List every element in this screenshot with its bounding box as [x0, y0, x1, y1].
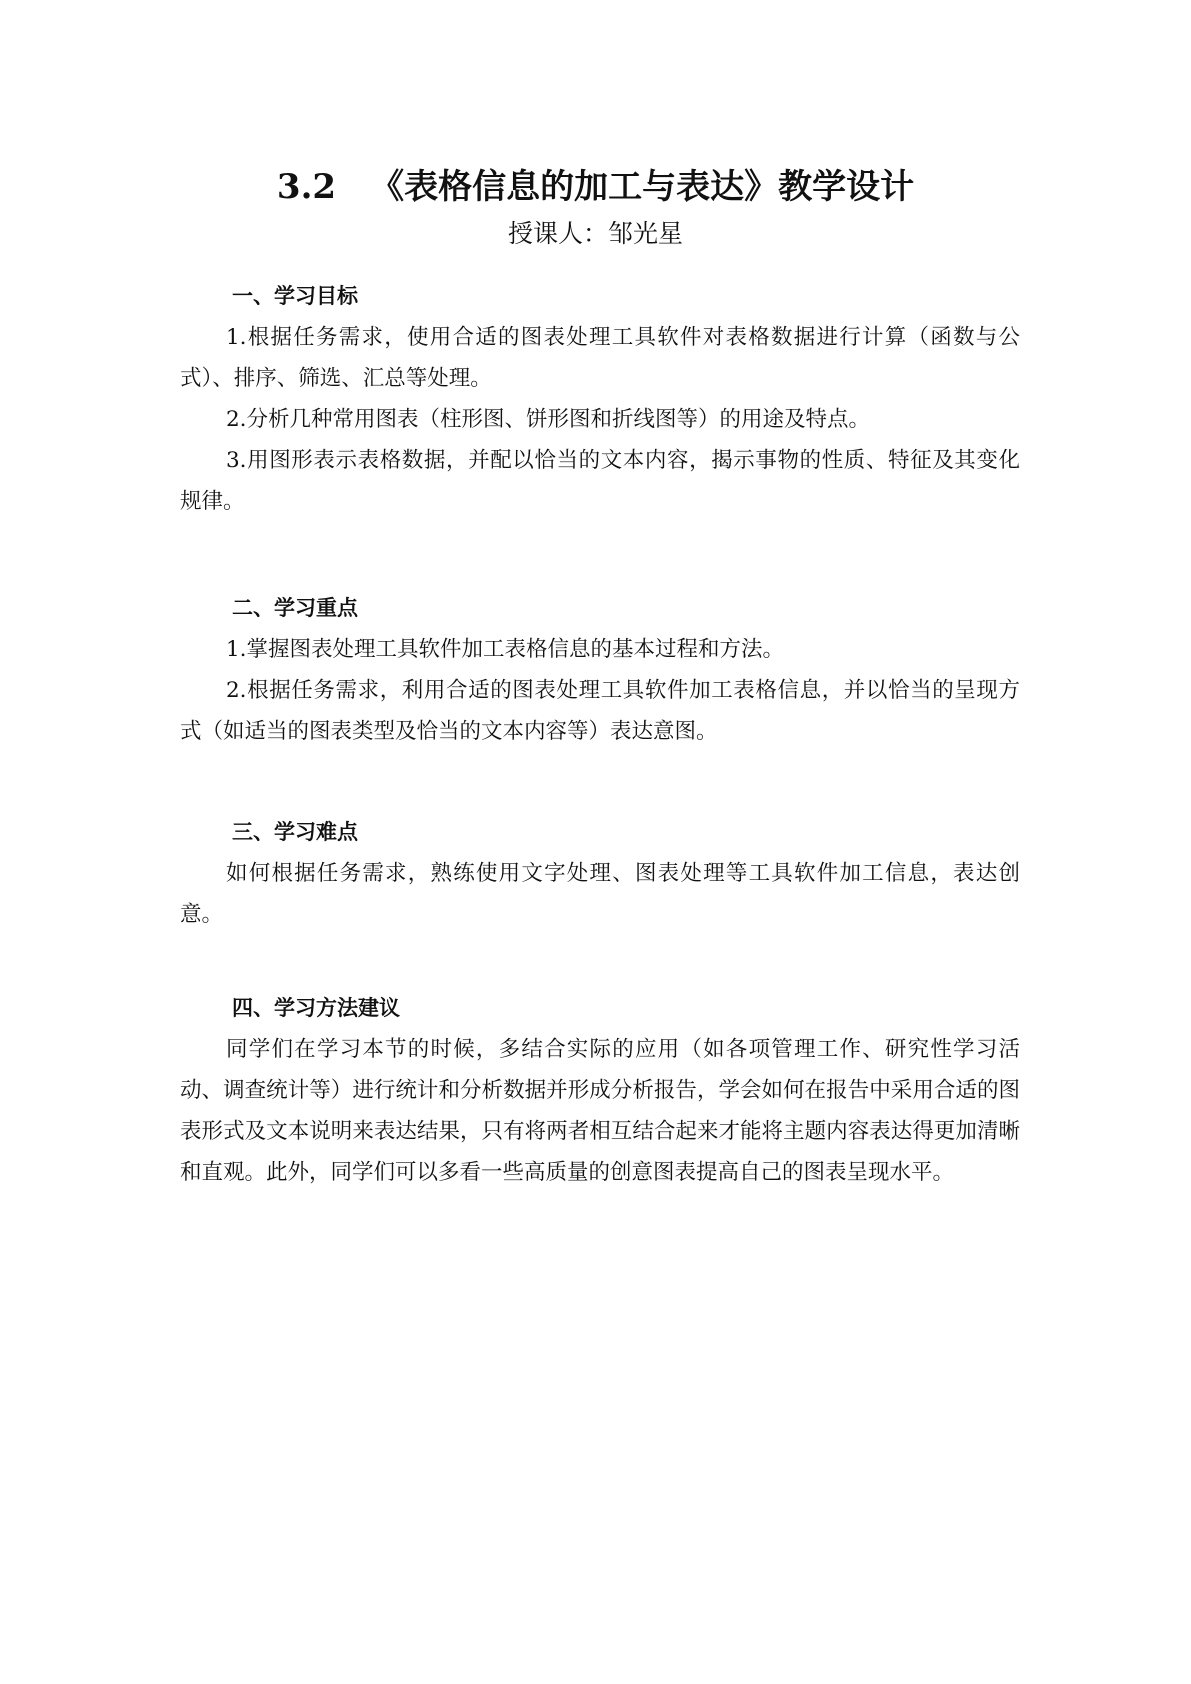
- section-heading: 一、学习目标: [232, 284, 358, 308]
- paragraph: 如何根据任务需求，熟练使用文字处理、图表处理等工具软件加工信息，表达创意。: [180, 861, 1020, 927]
- paragraph: 1.掌握图表处理工具软件加工表格信息的基本过程和方法。: [226, 637, 785, 662]
- section-study-suggestions: [180, 993, 1020, 1193]
- paragraph: 3.用图形表示表格数据，并配以恰当的文本内容，揭示事物的性质、特征及其变化规律。: [180, 448, 1020, 514]
- section-heading: 二、学习重点: [232, 596, 358, 620]
- paragraph: 2.分析几种常用图表（柱形图、饼形图和折线图等）的用途及特点。: [226, 407, 871, 432]
- section-difficulties: [180, 817, 1020, 935]
- section-heading: 四、学习方法建议: [232, 996, 400, 1020]
- paragraph: 2.根据任务需求，利用合适的图表处理工具软件加工表格信息，并以恰当的呈现方式（如适当的图表类型及恰当的文本内容等）表达意图。: [180, 678, 1020, 744]
- section-learning-objectives: [180, 281, 1020, 522]
- title-text: 《表格信息的加工与表达》教学设计: [370, 167, 915, 207]
- paragraph: 1.根据任务需求，使用合适的图表处理工具软件对表格数据进行计算（函数与公式）、排序、筛选、汇总等处理。: [180, 325, 1020, 391]
- section-heading: 三、学习难点: [232, 820, 358, 844]
- document-title: [0, 165, 1191, 209]
- title-number: 3.2: [276, 167, 337, 207]
- section-key-points: [180, 593, 1020, 752]
- paragraph: 同学们在学习本节的时候，多结合实际的应用（如各项管理工作、研究性学习活动、调查统计等）进行统计和分析数据并形成分析报告，学会如何在报告中采用合适的图表形式及文本说明来表达结果，只有将两者相互结合起来才能将主题内容表达得更加清晰和直观。此外，同学们可以多看一些高质量的创意图表提高自己的图表呈现水平。: [180, 1037, 1020, 1185]
- author-line: 授课人：邹光星: [507, 219, 683, 248]
